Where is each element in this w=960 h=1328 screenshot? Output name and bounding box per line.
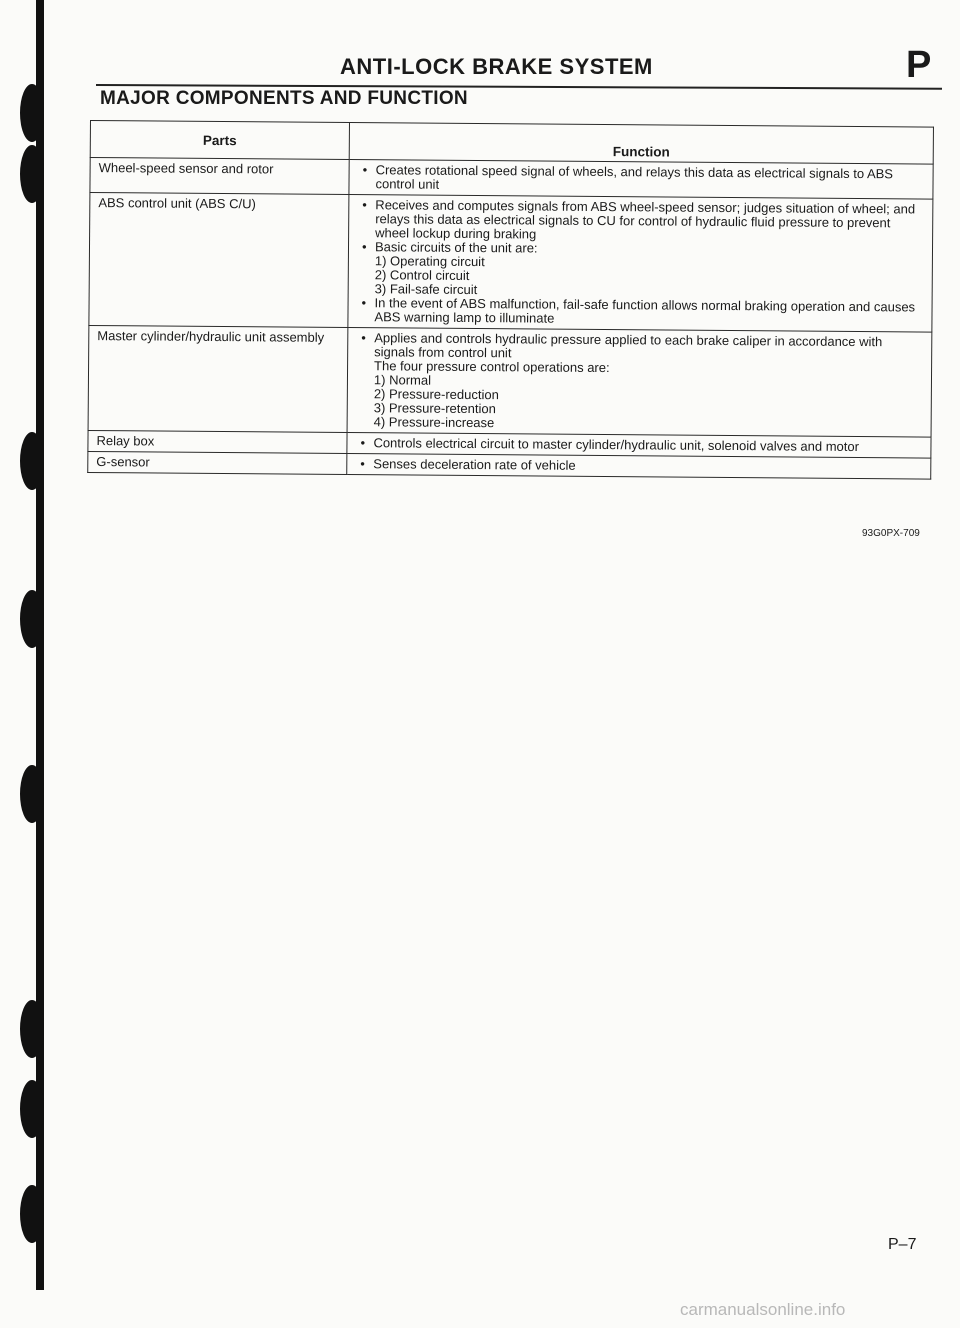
function-description [347, 328, 932, 438]
part-name: G-sensor [88, 451, 347, 474]
watermark: carmanualsonline.info [680, 1300, 846, 1319]
binder-hole [20, 1000, 44, 1058]
table-body [88, 158, 933, 480]
components-table [87, 120, 934, 480]
function-bullet: • Creates rotational speed signal of wheels, and relays this data as electrical signals to ABS control unit [359, 163, 924, 195]
part-name: Master cylinder/hydraulic unit assembly [88, 325, 348, 432]
table-row [89, 193, 933, 333]
header-function: Function [349, 123, 933, 165]
header-parts: Parts [90, 121, 349, 160]
binder-hole [20, 145, 44, 203]
function-bullet: • Senses deceleration rate of vehicle [357, 457, 922, 475]
section-letter: P [906, 44, 932, 86]
function-bullet: • In the event of ABS malfunction, fail-safe function allows normal braking operation and causes ABS warning lamp to illuminate [358, 296, 923, 328]
function-subitem: 1) Operating circuit [374, 253, 485, 270]
function-bullet: • Applies and controls hydraulic pressure applied to each brake caliper in accordance with signals from control unit [358, 331, 923, 363]
function-subitem: 2) Pressure-reduction [373, 386, 499, 403]
function-subitem: 3) Fail-safe circuit [374, 281, 478, 298]
binder-edge [0, 0, 60, 1328]
function-subitem: 2) Control circuit [374, 267, 470, 283]
function-description [347, 454, 931, 480]
function-subitem: The four pressure control operations are: [374, 358, 610, 376]
binder-hole [20, 765, 44, 823]
binder-hole [20, 590, 44, 648]
function-subitem: 4) Pressure-increase [373, 414, 495, 431]
binder-hole [20, 1080, 44, 1138]
page-title: ANTI-LOCK BRAKE SYSTEM [340, 54, 653, 79]
function-description [349, 160, 933, 200]
function-bullet: • Controls electrical circuit to master cylinder/hydraulic unit, solenoid valves and motor [357, 436, 922, 454]
function-subitem: 1) Normal [373, 372, 432, 388]
binder-hole [20, 432, 44, 490]
function-bullet: • Basic circuits of the unit are: [359, 240, 924, 258]
function-description [348, 195, 933, 333]
page-number: P–7 [888, 1236, 917, 1253]
part-name: ABS control unit (ABS C/U) [89, 193, 349, 328]
function-bullet: • Receives and computes signals from ABS wheel-speed sensor; judges situation of wheel; and relays this data as electrical signals to CU for control of hydraulic fluid pressure to prevent wheel lockup during braking [359, 198, 924, 244]
components-table-wrapper [87, 120, 934, 480]
part-name: Relay box [88, 430, 347, 453]
figure-code: 93G0PX-709 [862, 528, 920, 539]
binder-hole [20, 1185, 44, 1243]
part-name: Wheel-speed sensor and rotor [90, 158, 349, 195]
function-subitem: 3) Pressure-retention [373, 400, 496, 417]
section-heading: MAJOR COMPONENTS AND FUNCTION [100, 88, 468, 109]
binder-hole [20, 84, 44, 142]
table-row [88, 325, 932, 437]
